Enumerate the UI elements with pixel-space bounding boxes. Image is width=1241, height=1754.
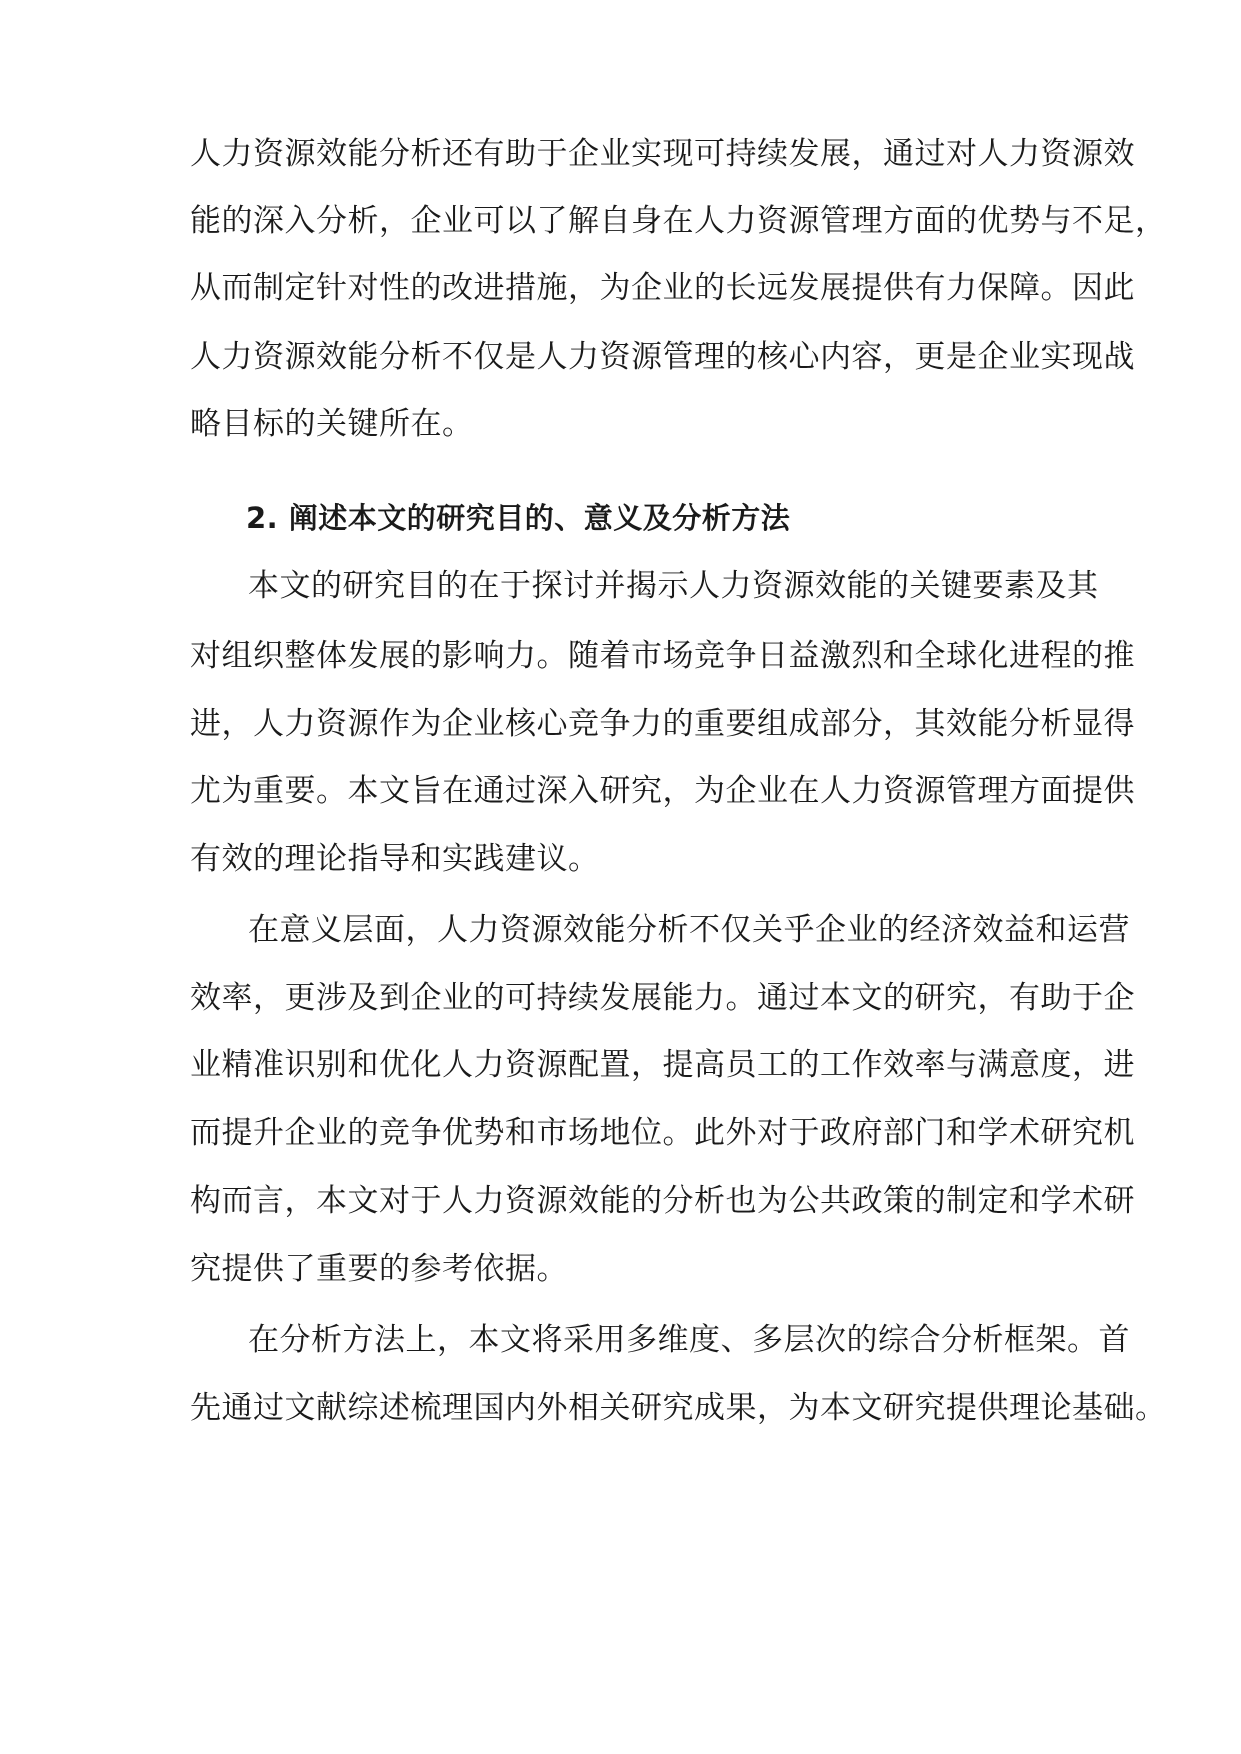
text-line: 本文的研究目的在于探讨并揭示人力资源效能的关键要素及其 — [248, 568, 1099, 604]
text-line: 效率，更涉及到企业的可持续发展能力。通过本文的研究，有助于企 — [190, 980, 1135, 1016]
text-line: 进，人力资源作为企业核心竞争力的重要组成部分，其效能分析显得 — [190, 706, 1135, 742]
text-line: 究提供了重要的参考依据。 — [190, 1251, 568, 1287]
text-line: 在意义层面，人力资源效能分析不仅关乎企业的经济效益和运营 — [248, 912, 1130, 948]
text-line: 从而制定针对性的改进措施，为企业的长远发展提供有力保障。因此 — [190, 270, 1135, 306]
text-line: 有效的理论指导和实践建议。 — [190, 841, 600, 877]
text-line: 略目标的关键所在。 — [190, 406, 474, 442]
text-line: 人力资源效能分析不仅是人力资源管理的核心内容，更是企业实现战 — [190, 339, 1135, 375]
text-line: 尤为重要。本文旨在通过深入研究，为企业在人力资源管理方面提供 — [190, 773, 1135, 809]
section-heading: 2. 阐述本文的研究目的、意义及分析方法 — [246, 501, 791, 535]
text-line: 对组织整体发展的影响力。随着市场竞争日益激烈和全球化进程的推 — [190, 638, 1135, 674]
text-line: 而提升企业的竞争优势和市场地位。此外对于政府部门和学术研究机 — [190, 1115, 1135, 1151]
text-line: 业精准识别和优化人力资源配置，提高员工的工作效率与满意度，进 — [190, 1047, 1135, 1083]
text-line: 先通过文献综述梳理国内外相关研究成果，为本文研究提供理论基础。 — [190, 1390, 1167, 1426]
text-line: 构而言，本文对于人力资源效能的分析也为公共政策的制定和学术研 — [190, 1183, 1135, 1219]
text-line: 能的深入分析，企业可以了解自身在人力资源管理方面的优势与不足， — [190, 203, 1167, 239]
text-line: 在分析方法上，本文将采用多维度、多层次的综合分析框架。首 — [248, 1322, 1130, 1358]
text-line: 人力资源效能分析还有助于企业实现可持续发展，通过对人力资源效 — [190, 136, 1135, 172]
